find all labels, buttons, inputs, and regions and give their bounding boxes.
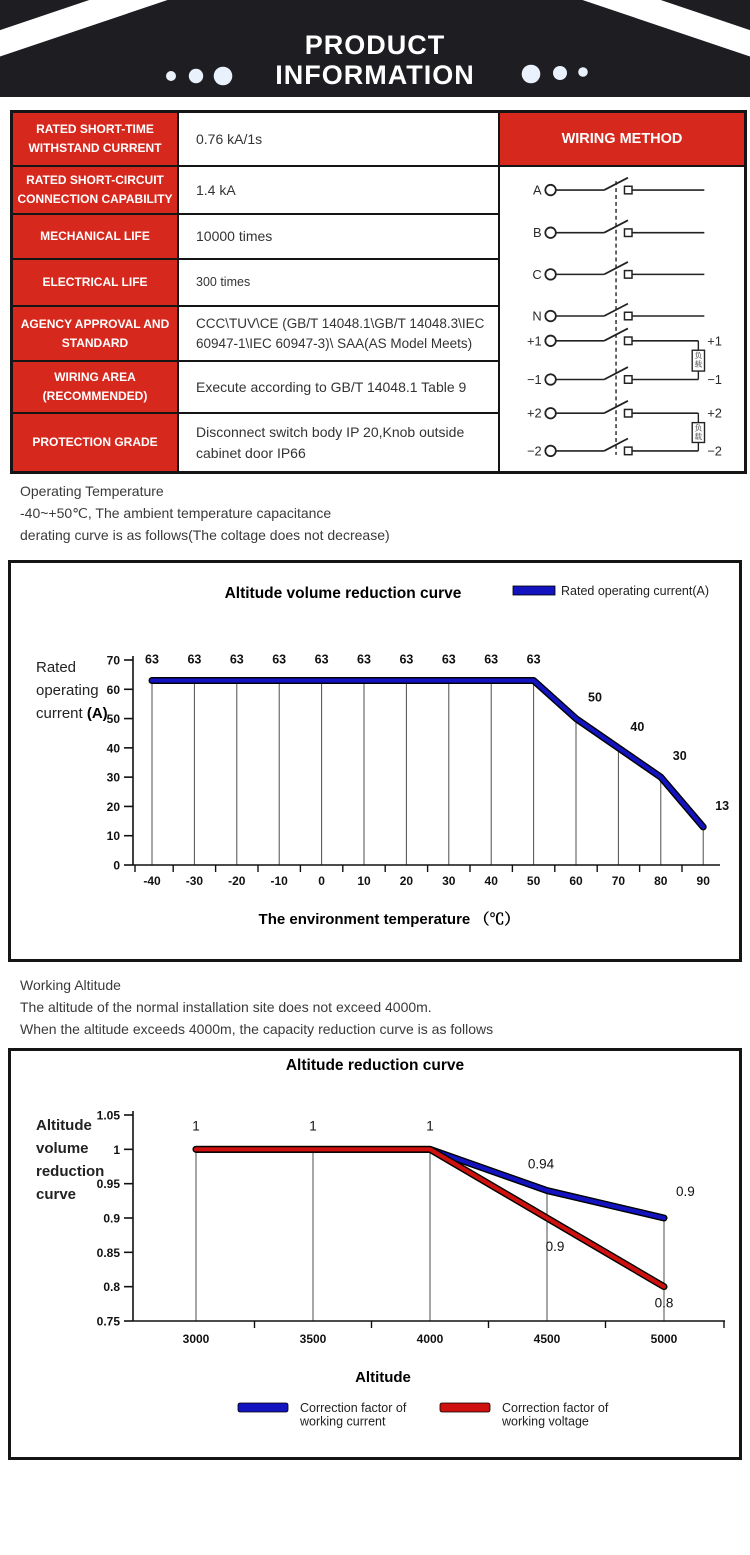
y-tick-label: 50 (106, 712, 120, 727)
header-banner (0, 0, 750, 97)
point-label: 63 (441, 652, 456, 667)
contact-box-icon (624, 337, 632, 345)
point-label: 63 (229, 652, 244, 667)
point-label: 0.94 (527, 1156, 555, 1172)
point-label: 30 (672, 749, 687, 764)
pole-label: B (533, 225, 542, 241)
contact-box-icon (624, 229, 632, 237)
y-axis-label: curve (36, 1186, 77, 1203)
x-tick-label: 4500 (533, 1332, 561, 1346)
load-label: 载 (694, 432, 703, 442)
pole-label: C (532, 266, 542, 282)
legend-label: Correction factor of (300, 1401, 407, 1415)
temperature-derating-chart-box (8, 560, 742, 962)
load-label: 负 (694, 351, 703, 361)
spec-value: 300 times (179, 260, 500, 307)
contact-box-icon (624, 447, 632, 455)
pole-label: N (532, 308, 542, 324)
terminal-circle-icon (545, 374, 556, 385)
terminal-circle-icon (545, 446, 556, 457)
y-axis-label: Altitude (36, 1117, 92, 1134)
x-tick-label: 10 (357, 874, 371, 888)
pole-label: +2 (526, 405, 542, 421)
specification-table (10, 110, 747, 474)
point-label: 0.9 (676, 1184, 695, 1199)
point-label: 1 (426, 1118, 434, 1134)
legend-label: Rated operating current(A) (561, 584, 709, 598)
spec-value: 0.76 kA/1s (179, 113, 500, 167)
right-terminal-label: −2 (707, 443, 722, 459)
y-tick-label: 60 (106, 682, 120, 697)
spec-label: ELECTRICAL LIFE (13, 260, 179, 307)
x-tick-label: 20 (399, 874, 414, 888)
right-terminal-label: −1 (707, 371, 722, 387)
chart-title: Altitude volume reduction curve (224, 585, 462, 602)
y-tick-label: 70 (106, 653, 120, 668)
terminal-circle-icon (545, 408, 556, 419)
x-tick-label: 5000 (650, 1332, 678, 1346)
pole-label: A (533, 182, 542, 198)
page-title-line1: PRODUCT (304, 30, 446, 60)
contact-box-icon (624, 271, 632, 279)
x-tick-label: 40 (484, 874, 498, 888)
terminal-circle-icon (545, 227, 556, 238)
wiring-diagram-svg (500, 167, 742, 469)
y-tick-label: 0 (113, 858, 120, 873)
point-label: 0.8 (654, 1295, 674, 1311)
point-label: 63 (187, 652, 202, 667)
x-tick-label: 4000 (416, 1332, 444, 1346)
point-label: 63 (314, 652, 329, 667)
right-terminal-label: +2 (707, 405, 722, 421)
y-axis-label: volume (36, 1140, 89, 1157)
x-tick-label: -10 (270, 874, 288, 888)
legend-label: working voltage (502, 1414, 589, 1429)
terminal-circle-icon (545, 269, 556, 280)
legend-swatch (238, 1403, 288, 1412)
terminal-circle-icon (545, 185, 556, 196)
y-tick-label: 0.95 (96, 1177, 120, 1192)
x-tick-label: 50 (526, 874, 541, 888)
point-label: 40 (630, 719, 645, 734)
note-line: The altitude of the normal installation site does not exceed 4000m. (20, 999, 432, 1015)
series-line (152, 681, 703, 827)
contact-box-icon (624, 409, 632, 417)
page-title (0, 30, 750, 90)
x-tick-label: 30 (442, 874, 456, 888)
y-tick-label: 40 (106, 741, 120, 756)
x-tick-label: 70 (611, 874, 626, 888)
y-tick-label: 20 (106, 799, 120, 814)
point-label: 63 (145, 652, 159, 667)
spec-value: Disconnect switch body IP 20,Knob outside cabinet door IP66 (179, 414, 500, 471)
altitude-reduction-chart (11, 1051, 739, 1457)
contact-box-icon (624, 312, 632, 320)
y-tick-label: 30 (106, 770, 120, 785)
point-label: 63 (399, 652, 414, 667)
legend-swatch (440, 1403, 490, 1412)
legend-label: Correction factor of (502, 1401, 609, 1415)
x-tick-label: 0 (318, 874, 325, 888)
point-label: 13 (715, 798, 730, 813)
operating-temperature-note (20, 480, 390, 546)
temperature-derating-chart (11, 563, 739, 959)
pole-label: −2 (526, 443, 542, 459)
x-axis-label: Altitude (355, 1369, 411, 1386)
y-axis-label: Rated (36, 659, 77, 676)
y-tick-label: 0.9 (103, 1211, 120, 1226)
point-label: 50 (588, 690, 602, 705)
spec-label: RATED SHORT-TIME WITHSTAND CURRENT (13, 113, 179, 167)
spec-value: 1.4 kA (179, 167, 500, 215)
wiring-diagram (500, 167, 744, 471)
y-tick-label: 0.75 (96, 1314, 120, 1329)
y-axis-label: reduction (36, 1163, 105, 1180)
spec-label: MECHANICAL LIFE (13, 215, 179, 260)
y-tick-label: 0.8 (103, 1280, 120, 1295)
note-line: derating curve is as follows(The coltage does not decrease) (20, 527, 390, 543)
contact-box-icon (624, 376, 632, 384)
spec-value: CCC\TUV\CE (GB/T 14048.1\GB/T 14048.3\IEC 60947-1\IEC 60947-3)\ SAA(AS Model Meets) (179, 307, 500, 362)
x-tick-label: 3500 (299, 1332, 327, 1346)
point-label: 63 (272, 652, 287, 667)
y-tick-label: 10 (106, 829, 120, 844)
chart-title: Altitude reduction curve (285, 1057, 465, 1074)
right-terminal-label: +1 (707, 333, 722, 349)
page-title-line2: INFORMATION (275, 60, 475, 90)
y-tick-label: 0.85 (96, 1245, 120, 1260)
point-label: 1 (192, 1118, 200, 1134)
legend-swatch (513, 586, 555, 595)
y-tick-label: 1.05 (96, 1108, 120, 1123)
pole-label: −1 (526, 371, 542, 387)
y-axis-label: current (A) (36, 705, 108, 722)
x-tick-label: 80 (654, 874, 668, 888)
wiring-method-header: WIRING METHOD (500, 113, 744, 167)
point-label: 1 (309, 1118, 317, 1134)
spec-label: RATED SHORT-CIRCUIT CONNECTION CAPABILITY (13, 167, 179, 215)
x-tick-label: 60 (569, 874, 583, 888)
altitude-reduction-chart-box (8, 1048, 742, 1460)
working-altitude-note (20, 974, 493, 1040)
note-line: Working Altitude (20, 977, 121, 993)
load-label: 载 (694, 359, 703, 369)
note-line: Operating Temperature (20, 483, 164, 499)
spec-label: AGENCY APPROVAL AND STANDARD (13, 307, 179, 362)
contact-box-icon (624, 186, 632, 194)
x-tick-label: -40 (143, 874, 161, 888)
y-axis-label: operating (36, 682, 99, 699)
point-label: 63 (484, 652, 499, 667)
note-line: -40~+50℃, The ambient temperature capacitance (20, 505, 332, 521)
spec-value: Execute according to GB/T 14048.1 Table 9 (179, 362, 500, 414)
pole-label: +1 (526, 333, 542, 349)
x-tick-label: 3000 (182, 1332, 210, 1346)
y-tick-label: 1 (113, 1142, 120, 1157)
x-tick-label: -20 (228, 874, 246, 888)
spec-label: PROTECTION GRADE (13, 414, 179, 471)
legend-label: working current (300, 1414, 386, 1429)
point-label: 0.9 (545, 1239, 565, 1254)
load-label: 负 (694, 423, 703, 433)
terminal-circle-icon (545, 311, 556, 322)
note-line: When the altitude exceeds 4000m, the capacity reduction curve is as follows (20, 1021, 494, 1037)
terminal-circle-icon (545, 336, 556, 347)
point-label: 63 (526, 652, 541, 667)
point-label: 63 (357, 652, 371, 667)
x-tick-label: -30 (185, 874, 204, 888)
spec-value: 10000 times (179, 215, 500, 260)
x-axis-label: The environment temperature （℃） (258, 911, 520, 928)
spec-label: WIRING AREA (RECOMMENDED) (13, 362, 179, 414)
x-tick-label: 90 (696, 874, 710, 888)
